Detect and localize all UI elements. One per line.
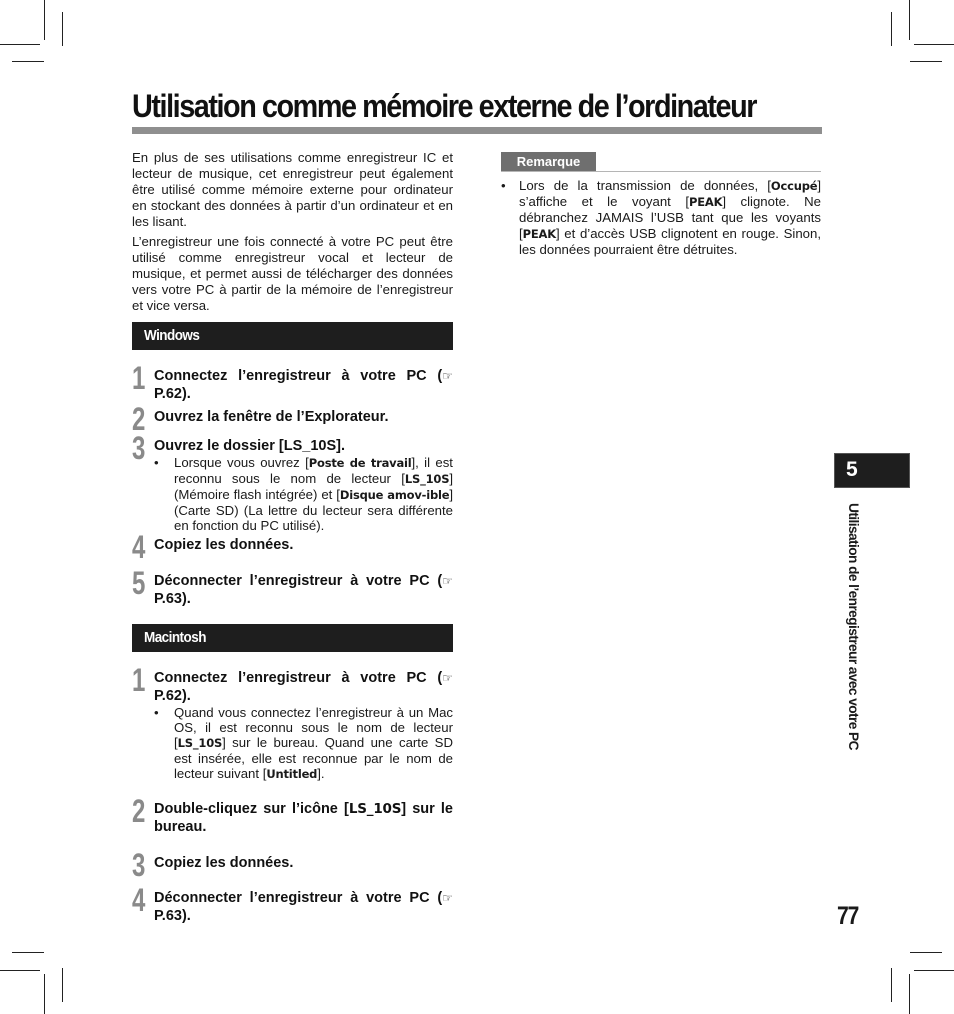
macintosh-step-4 xyxy=(132,882,453,925)
bullet-icon: • xyxy=(154,705,159,720)
page-reference-icon: ☞ xyxy=(442,891,453,905)
step-text: Ouvrez le dossier [LS_10S]. xyxy=(154,438,345,454)
intro-paragraph-1: En plus de ses utilisations comme enregistreur IC et lecteur de musique, cet enregistreur peut également être utilisé comme mémoire externe pour ordinateur en stockant des données à partir d’un ordinateur et en les lisant. xyxy=(132,150,453,229)
crop-mark xyxy=(910,61,942,62)
step-text: Déconnecter l’enregistreur à votre PC ( xyxy=(154,573,443,589)
page-title: Utilisation comme mémoire externe de l’ordinateur xyxy=(132,88,757,124)
windows-heading: Windows xyxy=(144,327,200,344)
bullet-icon: • xyxy=(154,455,159,470)
crop-mark xyxy=(44,974,45,1014)
crop-mark xyxy=(62,968,63,1002)
step-text: Ouvrez la fenêtre de l’Explorateur. xyxy=(154,409,389,425)
windows-heading-bar xyxy=(132,322,453,350)
title-rule xyxy=(132,127,822,134)
macintosh-heading-bar xyxy=(132,624,453,652)
macintosh-heading: Macintosh xyxy=(144,629,206,646)
step-text: Déconnecter l’enregistreur à votre PC ( xyxy=(154,890,443,906)
step-text: Connectez l’enregistreur à votre PC ( xyxy=(154,368,443,384)
page-reference-icon: ☞ xyxy=(442,369,453,383)
page-reference: P.62). xyxy=(154,688,191,704)
remark-section xyxy=(501,150,821,258)
windows-step-1 xyxy=(132,360,453,403)
crop-mark xyxy=(0,970,40,971)
macintosh-step-1 xyxy=(132,662,453,782)
step-note: • Quand vous connectez l’enregistreur à un Mac OS, il est reconnu sous le nom de lecteur [LS_10S] sur le bureau. Quand une carte SD est insérée, elle est reconnue par le nom de lecteur suivant [Untitled]. xyxy=(154,705,453,781)
remark-text: • Lors de la transmission de données, [Occupé] s’affiche et le voyant [PEAK] clignote. Ne débranchez JAMAIS l’USB tant que les voyants [PEAK] et d’accès USB clignotent en rouge. Sinon, les données pourraient être détruites. xyxy=(501,178,821,257)
page-reference-icon: ☞ xyxy=(442,574,453,588)
chapter-number: 5 xyxy=(846,458,858,481)
windows-step-5 xyxy=(132,565,453,608)
page-reference: P.63). xyxy=(154,908,191,924)
intro-section xyxy=(132,150,453,318)
step-text: Copiez les données. xyxy=(154,537,294,553)
crop-mark xyxy=(914,44,954,45)
page-reference: P.63). xyxy=(154,591,191,607)
crop-mark xyxy=(12,952,44,953)
remark-label: Remarque xyxy=(501,152,596,171)
step-number: 3 xyxy=(132,430,144,466)
step-text: Connectez l’enregistreur à votre PC ( xyxy=(154,670,443,686)
crop-mark xyxy=(12,61,44,62)
windows-step-3 xyxy=(132,430,453,533)
windows-step-4 xyxy=(132,529,453,565)
remark-header xyxy=(501,150,821,172)
crop-mark xyxy=(914,970,954,971)
step-number: 2 xyxy=(132,793,144,829)
step-number: 4 xyxy=(132,529,144,565)
bullet-icon: • xyxy=(501,178,506,193)
step-number: 1 xyxy=(132,662,144,698)
crop-mark xyxy=(62,12,63,46)
macintosh-step-2: 2 Double-cliquez sur l’icône [LS_10S] sur le bureau. xyxy=(132,793,453,835)
step-number: 5 xyxy=(132,565,144,601)
step-number: 3 xyxy=(132,847,144,883)
page-reference-icon: ☞ xyxy=(442,671,453,685)
crop-mark xyxy=(0,44,40,45)
step-number: 4 xyxy=(132,882,144,918)
crop-mark xyxy=(891,12,892,46)
crop-mark xyxy=(891,968,892,1002)
chapter-tab xyxy=(834,453,910,488)
chapter-title: Utilisation de l’enregistreur avec votre PC xyxy=(846,503,862,750)
crop-mark xyxy=(910,952,942,953)
step-text: Double-cliquez sur l’icône [ xyxy=(154,801,349,817)
step-number: 2 xyxy=(132,401,144,437)
step-note: • Lorsque vous ouvrez [Poste de travail], il est reconnu sous le nom de lecteur [LS_10S] (Mémoire flash intégrée) et [Disque amov-ible] (Carte SD) (La lettre du lecteur sera différente en fonction du PC utilisé). xyxy=(154,455,453,533)
page-reference: P.62). xyxy=(154,386,191,402)
step-text: Copiez les données. xyxy=(154,855,294,871)
intro-paragraph-2: L’enregistreur une fois connecté à votre PC peut être utilisé comme enregistreur vocal et lecteur de musique, et permet aussi de télécharger des données vers votre PC à partir de la mémoire de l’enregistreur et vice versa. xyxy=(132,234,453,313)
crop-mark xyxy=(44,0,45,40)
crop-mark xyxy=(909,974,910,1014)
step-number: 1 xyxy=(132,360,144,396)
windows-step-2 xyxy=(132,401,453,437)
macintosh-step-3 xyxy=(132,847,453,883)
page-number: 77 xyxy=(837,902,859,930)
crop-mark xyxy=(909,0,910,40)
